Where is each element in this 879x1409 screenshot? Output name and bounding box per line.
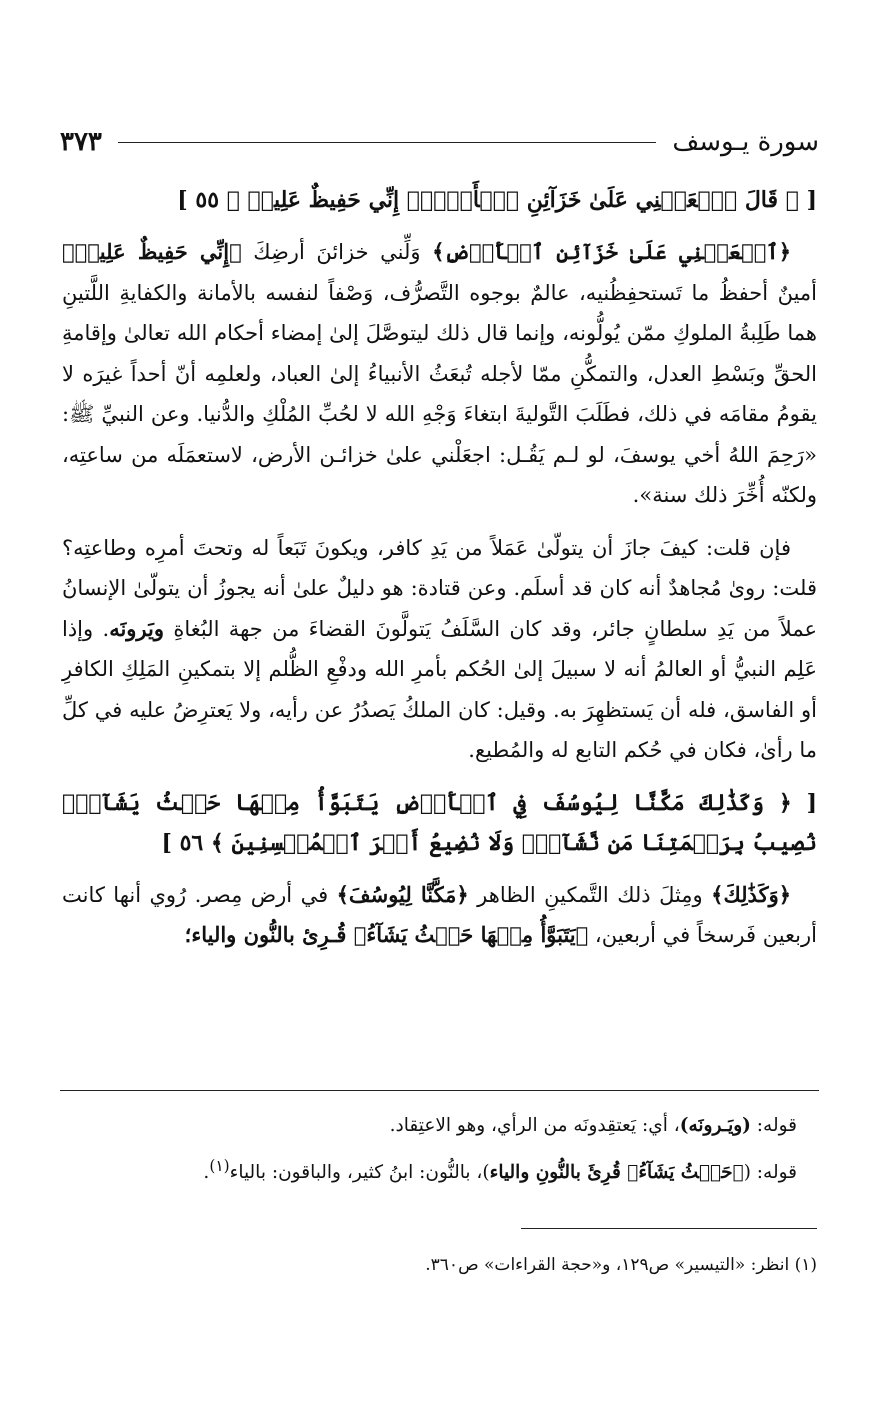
verse-number: ٥٥ <box>195 187 220 213</box>
note-1 <box>62 1106 817 1146</box>
commentary-paragraph-1 <box>62 232 817 516</box>
header-rule <box>118 142 656 143</box>
note-text: ، أي: يَعتقِدونَه من الرأي، وهو الاعتِقاد. <box>389 1115 680 1136</box>
commentary-paragraph-2 <box>62 528 817 771</box>
verse-56 <box>62 783 817 863</box>
verse-open-bracket: [ <box>806 789 817 816</box>
verse-close-bracket: ] <box>161 829 172 856</box>
commentary-text: قُـرِئ بالنُّون والياء؛ <box>184 922 354 947</box>
note-label: قوله: ( <box>743 1162 797 1184</box>
quran-quote: ﴿مَكَّنَّا لِيُوسُفَ﴾ <box>336 881 469 907</box>
commentary-text: أمينٌ أحفظُ ما تَستحفِظُنيه، عالمٌ بوجوه التَّصرُّف، وَصْفاً لنفسه بالأمانة والكفايةِ اللَّتينِ هما طَلِبةُ الملوكِ ممّن يُولُّونه، وإنما قال ذلك ليتوصَّلَ إلىٰ إمضاء أحكام الله تعالىٰ وإقامةِ الحقِّ وبَسْطِ العدل، والتمكُّنِ ممّا لأجله تُبعَثُ الأنبياءُ إلىٰ العباد، ولعلمِه أنّ أحداً غيرَه لا يقومُ مقامَه في ذلك، فطَلَبَ التَّوليةَ ابتغاءَ وَجْهِ الله لا لحُبِّ المُلْكِ والدُّنيا. وعن النبيِّ ﷺ: «رَحِمَ اللهُ أخي يوسفَ، لو لـم يَقُـل: اجعَلْني علىٰ خزائـن الأرض، لاستعمَلَه من ساعتِه، ولكنّه أُخِّرَ ذلك سنة». <box>62 280 817 507</box>
marginal-notes <box>62 1106 817 1193</box>
note-text: )، بالنُّون: ابنُ كثير، والباقون: بالياء <box>229 1162 490 1184</box>
note-quote: ﴿حَيۡثُ يَشَآءُ﴾ قُرِئَ بالنُّونِ والياء <box>489 1162 744 1184</box>
footnote: (١) انظر: «التيسير» ص١٢٩، و«حجة القراءات» ص٣٦٠. <box>425 1255 817 1275</box>
footnote-separator <box>521 1228 817 1229</box>
note-quote: (ويَـرونَه) <box>679 1115 751 1136</box>
page-header <box>60 122 819 162</box>
verse-open-bracket: [ <box>806 187 817 213</box>
verse-text: ﴿ قَالَ ٱجۡعَلۡنِي عَلَىٰ خَزَآئِنِ ٱلۡأَرۡضِۖ إِنِّي حَفِيظٌ عَلِيمٞ ﴾ <box>226 187 799 213</box>
verse-number: ٥٦ <box>179 829 204 856</box>
commentary-text: في أرض مِصر. رُوي أنها كانت أربعين فَرسخاً في أربعين، <box>62 882 817 947</box>
commentary-text: فإن قلت: كيفَ جازَ أن يتولّىٰ عَمَلاً من يَدِ كافر، ويكونَ تَبَعاً له وتحتَ أمرِه وطاعتِه؟ قلت: روىٰ مُجاهدٌ أنه كان قد أسلَم. وعن قتادة: هو دليلٌ علىٰ أنه يجوزُ أن يتولّىٰ الإنسانُ عملاً من يَدِ سلطانٍ جائر، وقد كان السَّلَفُ يَتولَّونَ القضاءَ من جهة البُغاةِ <box>62 535 817 641</box>
verse-55 <box>62 180 817 220</box>
surah-title: سورة يـوسف <box>672 127 819 157</box>
verse-close-bracket: ] <box>177 187 188 213</box>
commentary-text: . وإذا عَلِم النبيُّ أو العالمُ أنه لا سبيلَ إلىٰ الحُكم بأمرِ الله ودفْعِ الظُّلم إلا بتمكينِ المَلِكِ الكافرِ أو الفاسق، فله أن يَستظهِرَ به. وقيل: كان الملكُ يَصدُرُ عن رأيه، ولا يَعترِضُ عليه في كلِّ ما رأىٰ، فكان في حُكم التابع له والمُطيع. <box>62 616 817 762</box>
quran-quote: ﴿ٱجۡعَلۡنِي عَلَىٰ خَزَآئِنِ ٱلۡأَرۡضِ﴾ <box>432 239 791 264</box>
quran-quote: ﴿وَكَذَٰلِكَ﴾ <box>711 881 792 907</box>
commentary-text: وَلِّني خزائنَ أرضِكَ <box>241 240 433 264</box>
quran-quote: ﴿إِنِّي حَفِيظٌ عَلِيمٞ﴾ <box>62 239 242 264</box>
main-text <box>62 180 817 968</box>
verse-text: ﴿ وَكَذَٰلِكَ مَكَّنَّا لِيُوسُفَ فِي ٱلۡأَرۡضِ يَتَبَوَّأُ مِنۡهَا حَيۡثُ يَشَآءُۚ نُصِيبُ بِرَحۡمَتِنَا مَن نَّشَآءُۖ وَلَا نُضِيعُ أَجۡرَ ٱلۡمُحۡسِنِينَ ﴾ <box>62 789 817 856</box>
commentary-text: ومِثلَ ذلك التَّمكينِ الظاهر <box>468 882 712 907</box>
note-label: قوله: <box>750 1115 797 1136</box>
bold-term: ويَرونَه <box>109 615 165 641</box>
note-end: . <box>203 1162 210 1184</box>
note-2 <box>62 1146 817 1193</box>
commentary-paragraph-3 <box>62 875 817 956</box>
footnote-ref[interactable]: (١) <box>209 1157 230 1175</box>
notes-separator <box>60 1090 819 1091</box>
quran-quote: ﴿يَتَبَوَّأُ مِنۡهَا حَيۡثُ يَشَآءُ﴾ <box>353 922 589 947</box>
page-number: ٣٧٣ <box>60 127 102 157</box>
